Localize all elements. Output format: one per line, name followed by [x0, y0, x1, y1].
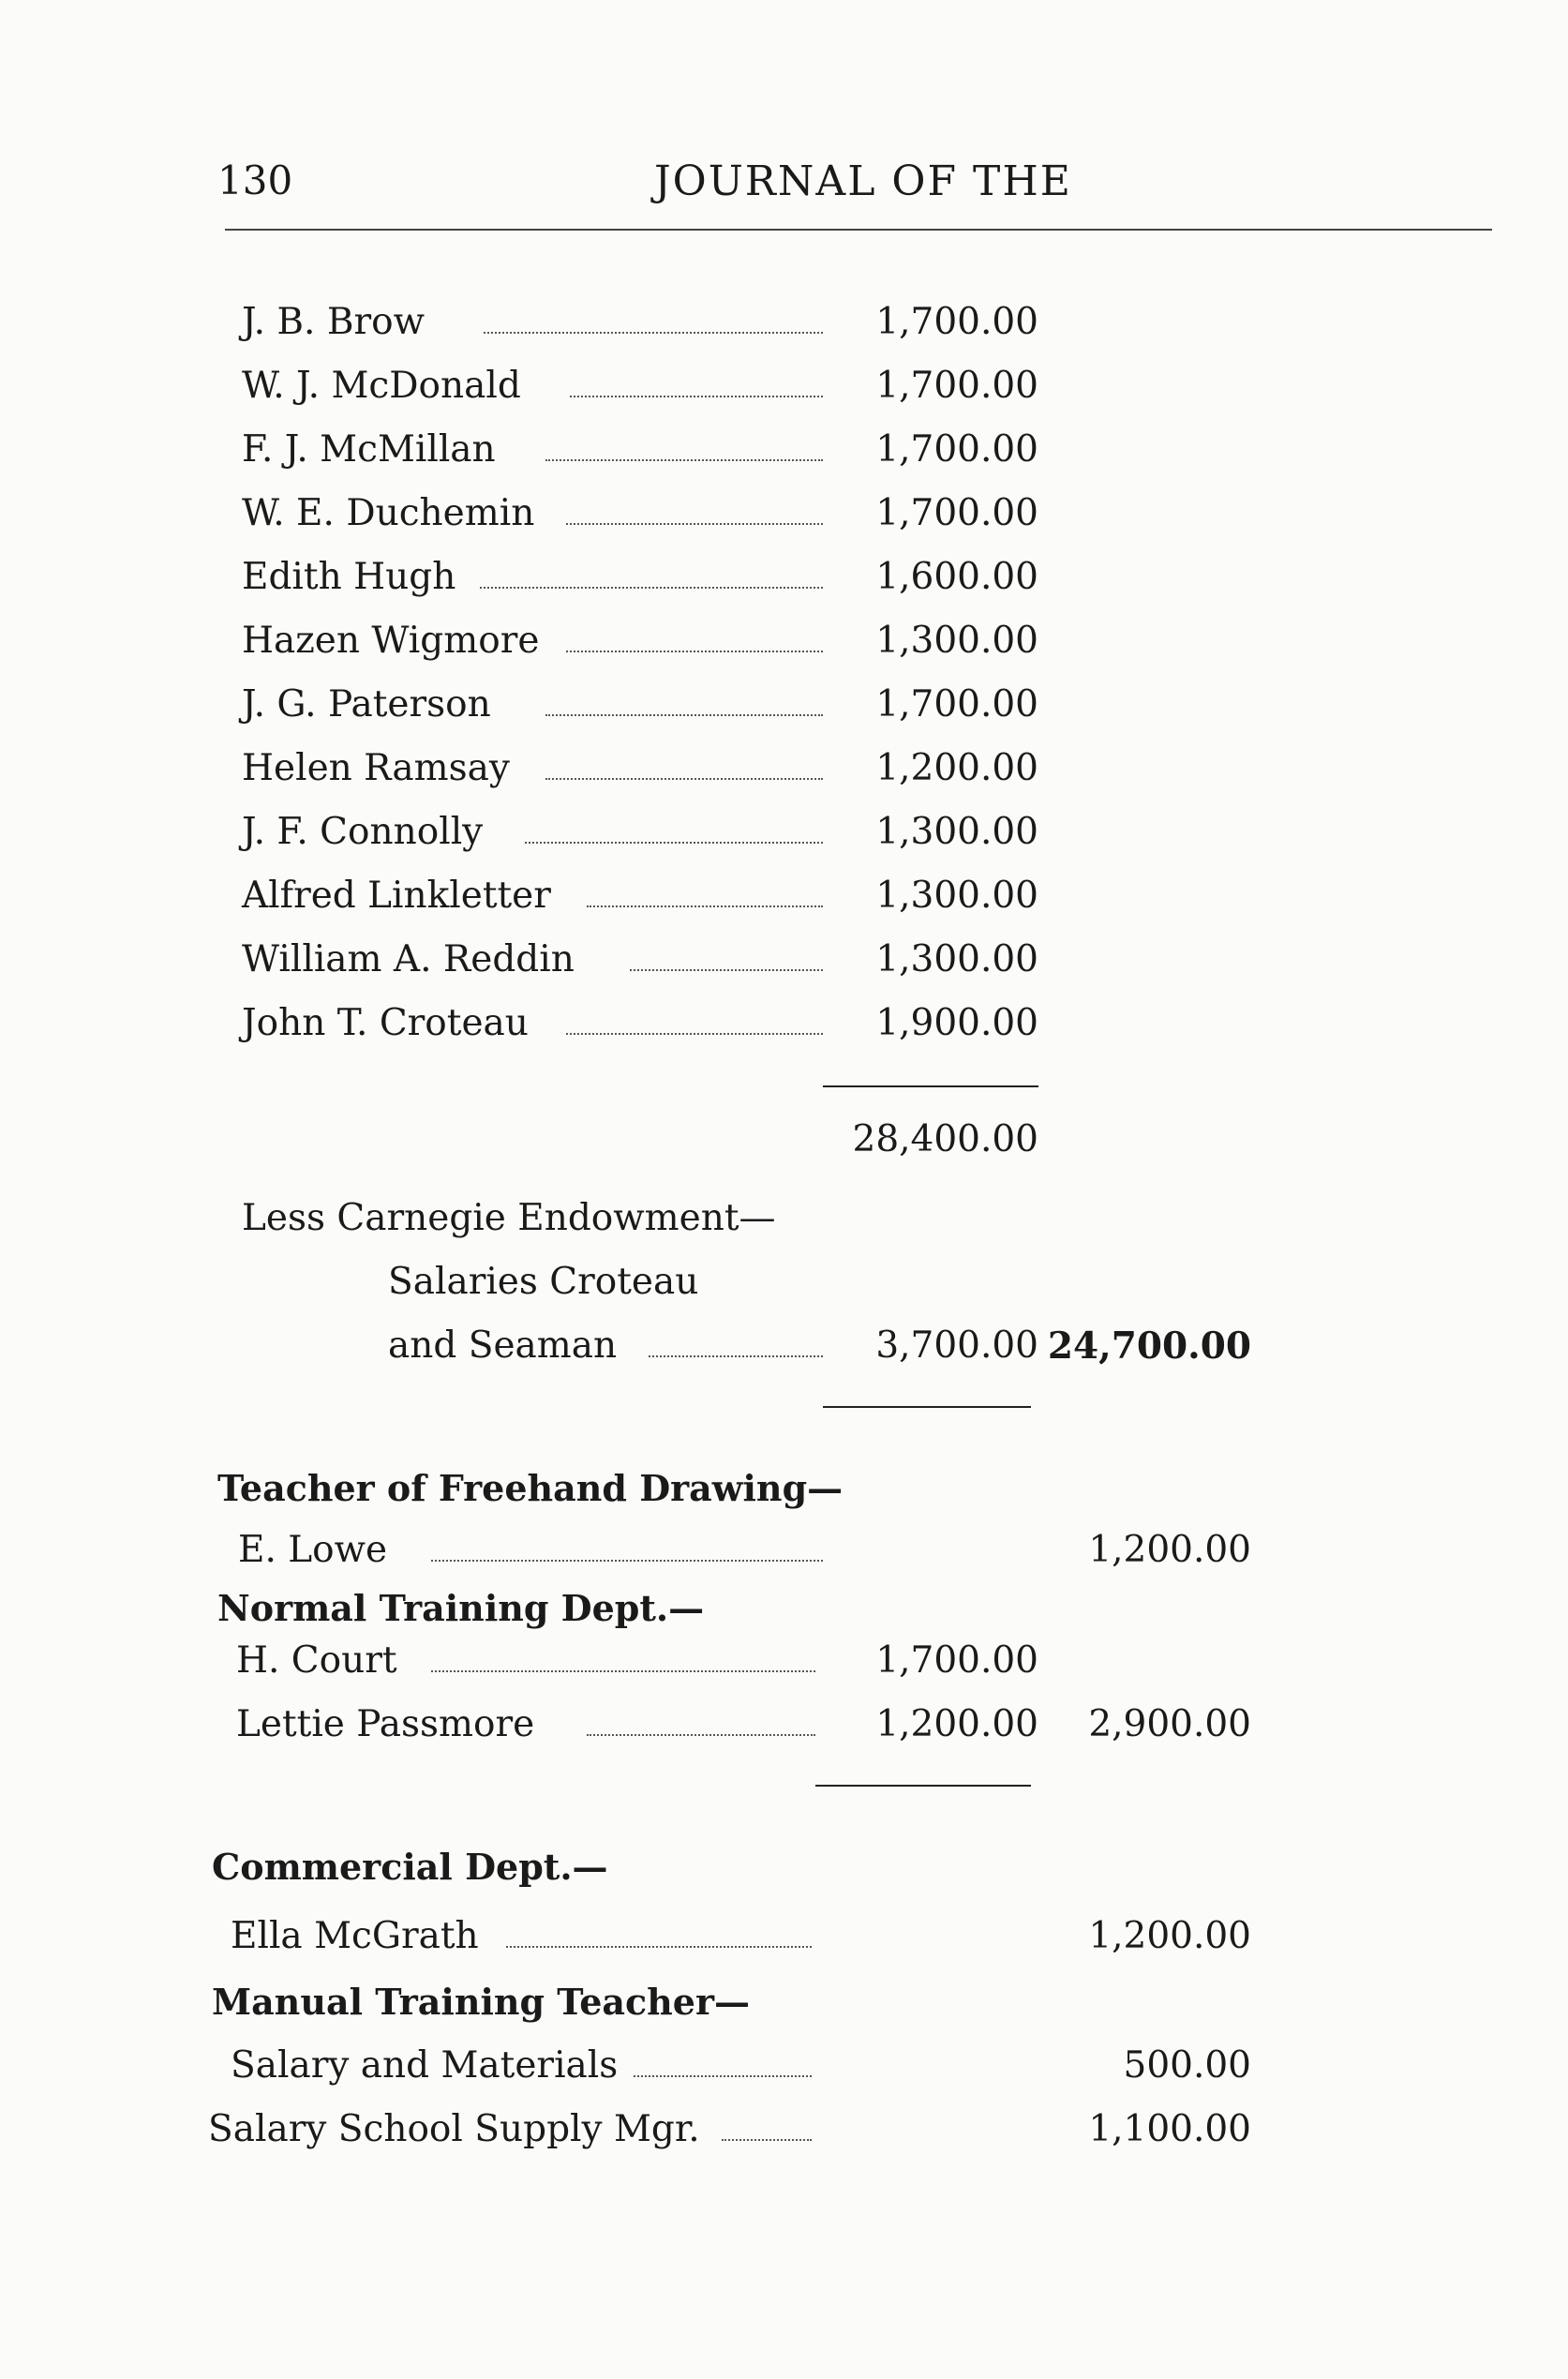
teacher-amount: 1,600.00 — [875, 556, 1038, 598]
teacher-name: William A. Reddin — [242, 938, 575, 980]
carnegie-label: and Seaman — [388, 1324, 618, 1367]
carnegie-amount: 3,700.00 — [875, 1324, 1038, 1367]
dot-leader — [634, 2075, 812, 2077]
dot-leader — [431, 1670, 815, 1672]
teacher-amount: 1,200.00 — [875, 747, 1038, 789]
list-item — [0, 553, 1568, 602]
teacher-name: Helen Ramsay — [242, 747, 510, 789]
supply-row — [0, 2105, 1568, 2154]
teacher-amount: 1,700.00 — [875, 683, 1038, 726]
teacher-name: J. B. Brow — [242, 301, 426, 343]
teacher-name: E. Lowe — [238, 1529, 388, 1571]
teacher-name: Hazen Wigmore — [242, 620, 540, 662]
subtotal-row — [0, 1115, 1568, 1164]
dot-leader — [484, 332, 823, 334]
supply-amount: 1,100.00 — [1088, 2108, 1251, 2150]
teacher-amount: 1,700.00 — [875, 365, 1038, 407]
dot-leader — [566, 1033, 823, 1035]
teacher-name: J. G. Paterson — [242, 683, 491, 726]
carnegie-label: Salaries Croteau — [388, 1261, 699, 1303]
page-number: 130 — [217, 157, 293, 203]
section-heading-manual-training: Manual Training Teacher— — [212, 1981, 750, 2023]
commercial-row — [0, 1912, 1568, 1961]
normal-row — [0, 1637, 1568, 1685]
list-item — [0, 744, 1568, 793]
normal-row — [0, 1700, 1568, 1749]
dot-leader — [431, 1560, 823, 1562]
item-name: Salary and Materials — [231, 2044, 619, 2087]
carnegie-line-2 — [0, 1258, 1568, 1307]
item-name: Salary School Supply Mgr. — [208, 2108, 700, 2150]
teacher-amount: 1,300.00 — [875, 875, 1038, 917]
teacher-name: F. J. McMillan — [242, 428, 496, 471]
dot-leader — [566, 651, 823, 652]
teacher-amount: 1,700.00 — [875, 492, 1038, 534]
teacher-amount: 1,300.00 — [875, 938, 1038, 980]
normal-training-total: 2,900.00 — [1088, 1703, 1251, 1745]
dot-leader — [722, 2139, 812, 2141]
list-item — [0, 681, 1568, 729]
list-item — [0, 298, 1568, 347]
manual-amount: 500.00 — [1123, 2044, 1251, 2087]
header-rule — [225, 229, 1492, 231]
list-item — [0, 999, 1568, 1048]
list-item — [0, 935, 1568, 984]
dot-leader — [545, 714, 823, 716]
subtotal-amount: 28,400.00 — [852, 1118, 1038, 1160]
teacher-amount: 1,300.00 — [875, 811, 1038, 853]
teacher-name: J. F. Connolly — [242, 811, 484, 853]
section-heading-freehand: Teacher of Freehand Drawing— — [217, 1467, 844, 1509]
dot-leader — [587, 1734, 815, 1736]
section-heading-commercial: Commercial Dept.— — [212, 1846, 608, 1888]
list-item — [0, 362, 1568, 411]
list-item — [0, 617, 1568, 666]
teacher-name: W. J. McDonald — [242, 365, 521, 407]
teacher-amount: 1,700.00 — [875, 301, 1038, 343]
teacher-amount: 1,300.00 — [875, 620, 1038, 662]
running-title: JOURNAL OF THE — [654, 157, 1072, 205]
teacher-name: Ella McGrath — [231, 1915, 479, 1957]
commercial-amount: 1,200.00 — [1088, 1915, 1251, 1957]
carnegie-line-3 — [0, 1322, 1568, 1370]
list-item — [0, 489, 1568, 538]
teacher-amount: 1,900.00 — [875, 1002, 1038, 1044]
carnegie-net-total: 24,700.00 — [1047, 1324, 1251, 1368]
dot-leader — [506, 1946, 812, 1948]
dot-leader — [545, 778, 823, 780]
carnegie-line-1 — [0, 1194, 1568, 1243]
dot-leader — [480, 587, 823, 589]
section-rule — [815, 1785, 1031, 1787]
dot-leader — [545, 459, 823, 461]
freehand-amount: 1,200.00 — [1088, 1529, 1251, 1571]
list-item — [0, 872, 1568, 920]
dot-leader — [566, 523, 823, 525]
teacher-name: W. E. Duchemin — [242, 492, 535, 534]
section-heading-normal-training: Normal Training Dept.— — [217, 1587, 705, 1629]
teacher-name: H. Court — [236, 1639, 397, 1682]
teacher-name: Edith Hugh — [242, 556, 456, 598]
dot-leader — [570, 396, 823, 397]
teacher-name: Lettie Passmore — [236, 1703, 535, 1745]
teacher-name: Alfred Linkletter — [242, 875, 551, 917]
teacher-amount: 1,700.00 — [875, 1639, 1038, 1682]
list-item — [0, 808, 1568, 857]
list-item — [0, 426, 1568, 474]
carnegie-label: Less Carnegie Endowment— — [242, 1197, 776, 1239]
dot-leader — [525, 842, 823, 844]
teacher-name: John T. Croteau — [242, 1002, 529, 1044]
teacher-amount: 1,200.00 — [875, 1703, 1038, 1745]
manual-row — [0, 2042, 1568, 2090]
subtotal-rule — [823, 1085, 1038, 1087]
dot-leader — [587, 905, 823, 907]
teacher-amount: 1,700.00 — [875, 428, 1038, 471]
freehand-row — [0, 1526, 1568, 1575]
section-rule — [823, 1406, 1031, 1408]
